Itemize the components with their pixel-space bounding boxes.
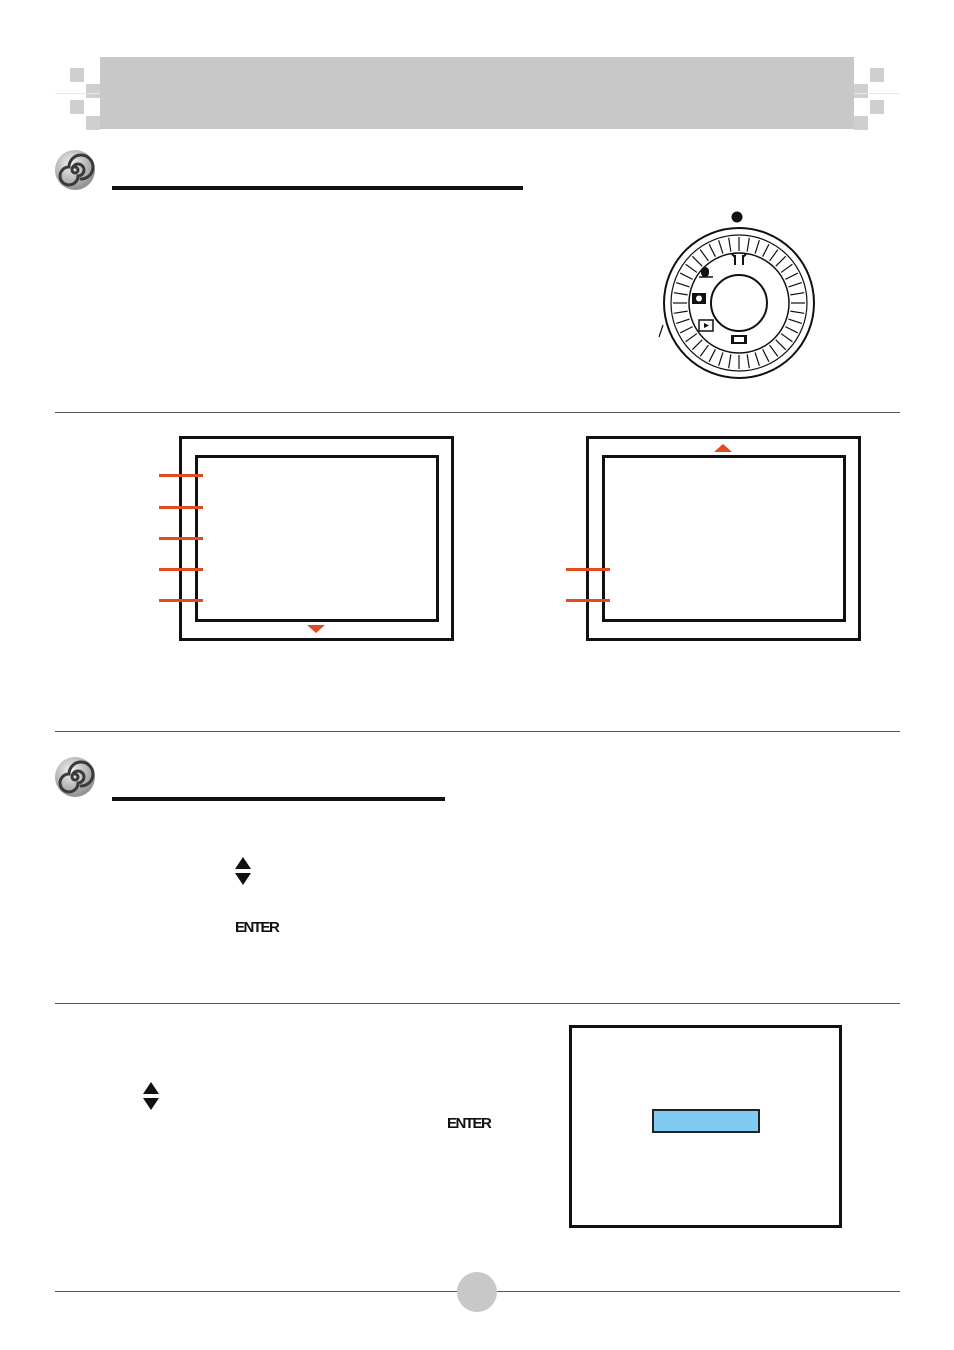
triangle-up-icon	[713, 443, 733, 453]
banner-decoration	[70, 100, 84, 114]
callout-line	[159, 568, 203, 571]
section-divider	[55, 1003, 900, 1004]
spiral-icon	[53, 755, 97, 799]
banner-decoration	[854, 84, 868, 98]
banner-line	[854, 93, 899, 94]
callout-line	[566, 599, 610, 602]
banner-decoration	[70, 68, 84, 82]
section-heading-underline	[112, 186, 523, 190]
header-banner	[100, 57, 854, 129]
callout-line	[566, 568, 610, 571]
enter-key-label: ENTER	[235, 919, 279, 936]
screen-diagram-inner	[602, 455, 846, 622]
section-divider	[55, 412, 900, 413]
banner-line	[55, 93, 100, 94]
banner-decoration	[86, 116, 100, 130]
banner-decoration	[854, 116, 868, 130]
page-number-badge	[457, 1272, 497, 1312]
up-down-arrows-icon	[234, 856, 252, 886]
triangle-down-icon	[306, 624, 326, 634]
banner-decoration	[86, 84, 100, 98]
section-heading-underline	[112, 797, 445, 801]
callout-line	[159, 537, 203, 540]
section-divider	[55, 731, 900, 732]
enter-key-label: ENTER	[447, 1115, 491, 1132]
banner-decoration	[870, 68, 884, 82]
callout-line	[159, 474, 203, 477]
callout-line	[159, 506, 203, 509]
spiral-icon	[53, 148, 97, 192]
up-down-arrows-icon	[142, 1081, 160, 1111]
mode-dial-icon	[655, 205, 827, 390]
menu-highlight-bar	[652, 1109, 760, 1133]
callout-line	[159, 599, 203, 602]
banner-decoration	[870, 100, 884, 114]
screen-diagram-inner	[195, 455, 439, 622]
